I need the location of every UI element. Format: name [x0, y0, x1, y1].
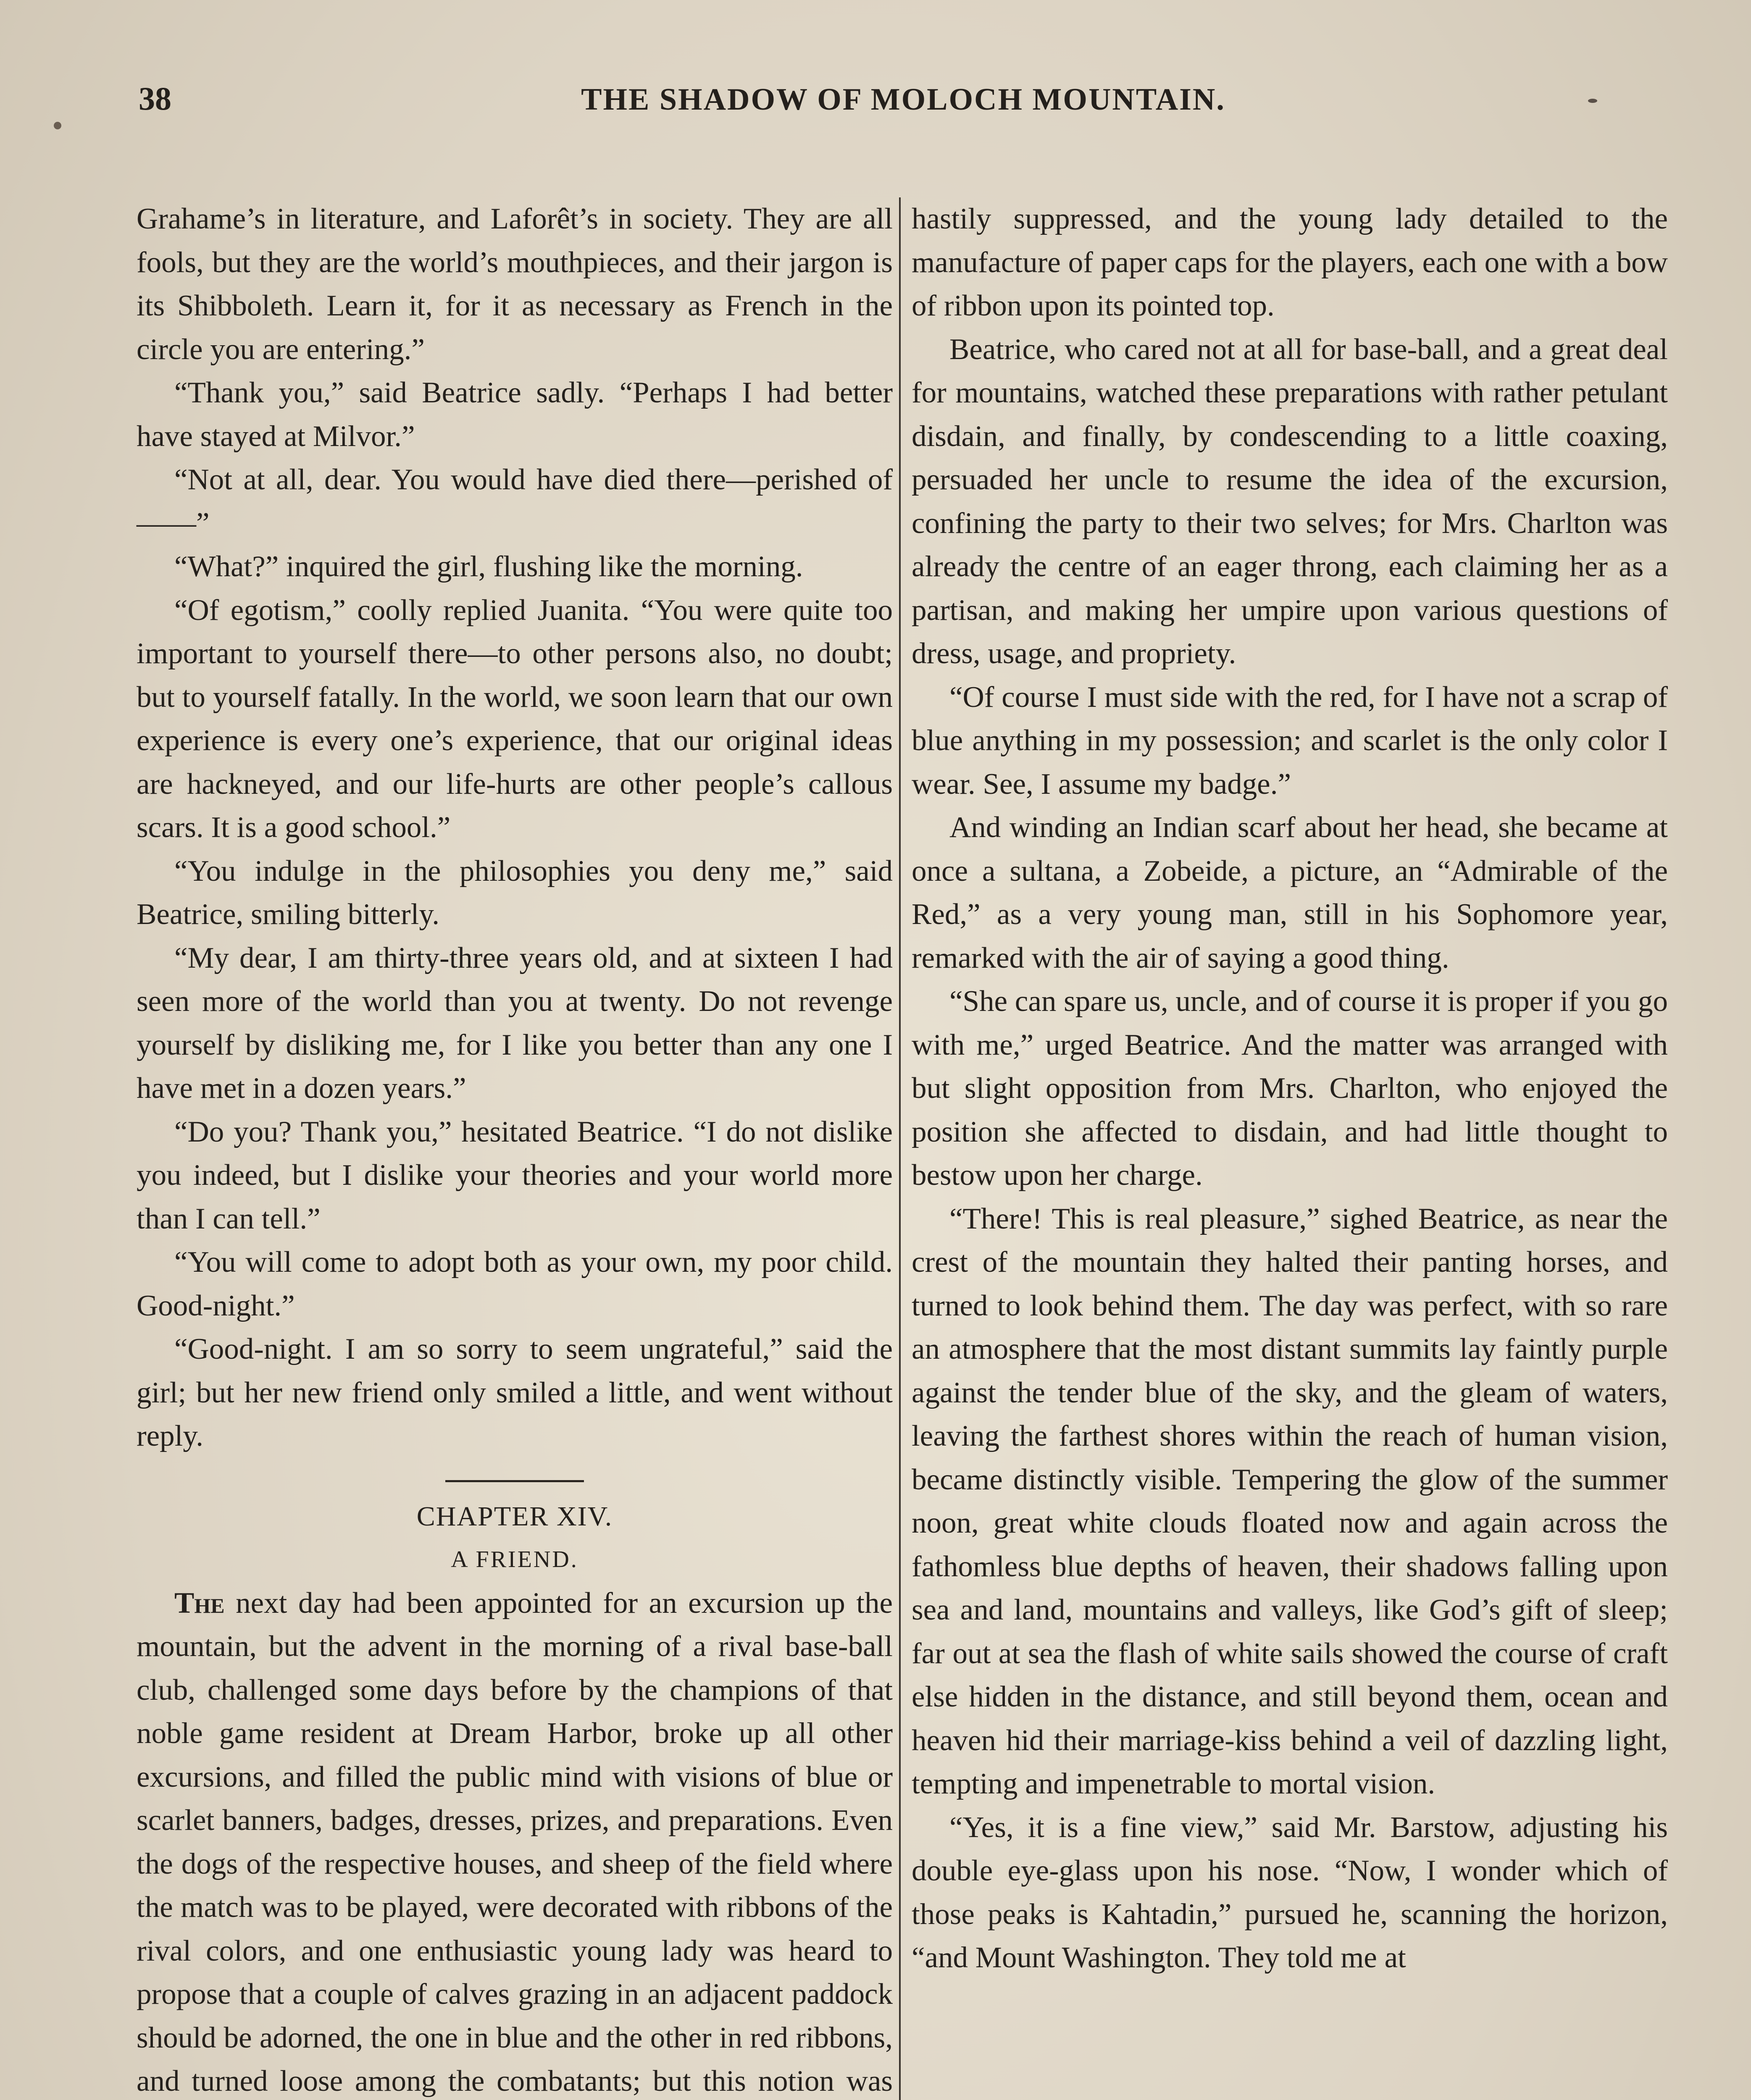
paragraph: “Yes, it is a fine view,” said Mr. Barstow, adjusting his double eye-glass upon his nose. “Now, I wonder which of those peaks is Kahtadin,” pursued he, scanning the horizon, “and Mount Washington. They told me at — [912, 1811, 1668, 1974]
running-title: THE SHADOW OF MOLOCH MOUNTAIN. — [581, 82, 1225, 117]
page-number: 38 — [139, 80, 171, 117]
paragraph: “There! This is real pleasure,” sighed Beatrice, as near the crest of the mountain they halted their panting horses, and turned to look behind them. The day was perfect, with so rare an atmosphere that the most distant summits lay faintly purple against the tender blue of the sky, and the gleam of waters, leaving the farthest shores within the reach of human vision, became distinctly visible. Tempering the glow of the summer noon, great white clouds floated now and again across the fathomless blue depths of heaven, their shadows falling upon sea and land, mountains and valleys, like God’s gift of sleep; far out at sea the flash of white sails showed the course of craft else hidden in the distance, and still beyond them, ocean and heaven hid their marriage-kiss behind a veil of dazzling light, tempting and impenetrable to mortal vision. — [912, 1202, 1668, 1800]
opening-text: next day had been appointed for an excursion up the mountain, but the advent in the morning of a rival base-ball club, challenged some days before by the champions of that noble game resident at Dream Harbor, broke up all other excursions, and filled the public mind with visions of blue or scarlet banners, badges, dresses, prizes, and preparations. Even the dogs of the respective houses, and sheep of the field where the match was to be played, were decorated with ribbons of the rival colors, and one enthusiastic young lady was heard to propose that a couple of calves grazing in an adjacent paddock should be adorned, the one in blue and the other in red ribbons, and turned loose among the combatants; but this notion was — [137, 1586, 893, 2097]
column-rule — [899, 197, 901, 2100]
paragraph: “Of course I must side with the red, for I have not a scrap of blue anything in my possession; and scarlet is the only color I wear. See, I assume my badge.” — [912, 680, 1668, 801]
chapter-opening-paragraph — [137, 1582, 893, 2100]
paragraph: “She can spare us, uncle, and of course it is proper if you go with me,” urged Beatrice. And the matter was arranged with but slight opposition from Mrs. Charlton, who enjoyed the position she affected to disdain, and had little thought to bestow upon her charge. — [912, 985, 1668, 1192]
paragraph: hastily suppressed, and the young lady detailed to the manufacture of paper caps for the players, each one with a bow of ribbon upon its pointed top. — [912, 202, 1668, 322]
left-column — [137, 197, 893, 2100]
opening-word: The — [174, 1586, 225, 1620]
paragraph: “What?” inquired the girl, flushing like the morning. — [174, 550, 803, 583]
paragraph: “Not at all, dear. You would have died there—perished of——” — [137, 463, 893, 540]
chapter-divider — [445, 1480, 584, 1482]
chapter-number: CHAPTER XIV. — [416, 1501, 613, 1532]
right-column — [912, 197, 1668, 2100]
ink-speck — [1588, 99, 1597, 103]
paragraph: Beatrice, who cared not at all for base-ball, and a great deal for mountains, watched these preparations with rather petulant disdain, and finally, by condescending to a little coaxing, persuaded her uncle to resume the idea of the excursion, confining the party to their two selves; for Mrs. Charlton was already the centre of an eager throng, each claiming her as a partisan, and making her umpire upon various questions of dress, usage, and propriety. — [912, 333, 1668, 670]
paragraph: “Thank you,” said Beatrice sadly. “Perhaps I had better have stayed at Milvor.” — [137, 376, 893, 453]
paragraph: “You indulge in the philosophies you deny me,” said Beatrice, smiling bitterly. — [137, 854, 893, 931]
paragraph: “Do you? Thank you,” hesitated Beatrice. “I do not dislike you indeed, but I dislike your theories and your world more than I can tell.” — [137, 1115, 893, 1235]
paragraph: “Good-night. I am so sorry to seem ungrateful,” said the girl; but her new friend only smiled a little, and went without reply. — [137, 1333, 893, 1452]
paragraph: Grahame’s in literature, and Laforêt’s in society. They are all fools, but they are the world’s mouthpieces, and their jargon is its Shibboleth. Learn it, for it as necessary as French in the circle you are entering.” — [137, 202, 893, 366]
paragraph: “Of egotism,” coolly replied Juanita. “You were quite too important to yourself there—to other persons also, no doubt; but to yourself fatally. In the world, we soon learn that our own experience is every one’s experience, that our original ideas are hackneyed, and our life-hurts are other people’s callous scars. It is a good school.” — [137, 593, 893, 844]
paragraph: “My dear, I am thirty-three years old, and at sixteen I had seen more of the world than you at twenty. Do not revenge yourself by disliking me, for I like you better than any one I have met in a dozen years.” — [137, 941, 893, 1105]
paper-blemish — [54, 122, 61, 129]
chapter-title: A FRIEND. — [451, 1546, 578, 1572]
paragraph: “You will come to adopt both as your own, my poor child. Good-night.” — [137, 1246, 893, 1322]
paragraph: And winding an Indian scarf about her head, she became at once a sultana, a Zobeide, a picture, an “Admirable of the Red,” as a very young man, still in his Sophomore year, remarked with the air of saying a good thing. — [912, 811, 1668, 974]
